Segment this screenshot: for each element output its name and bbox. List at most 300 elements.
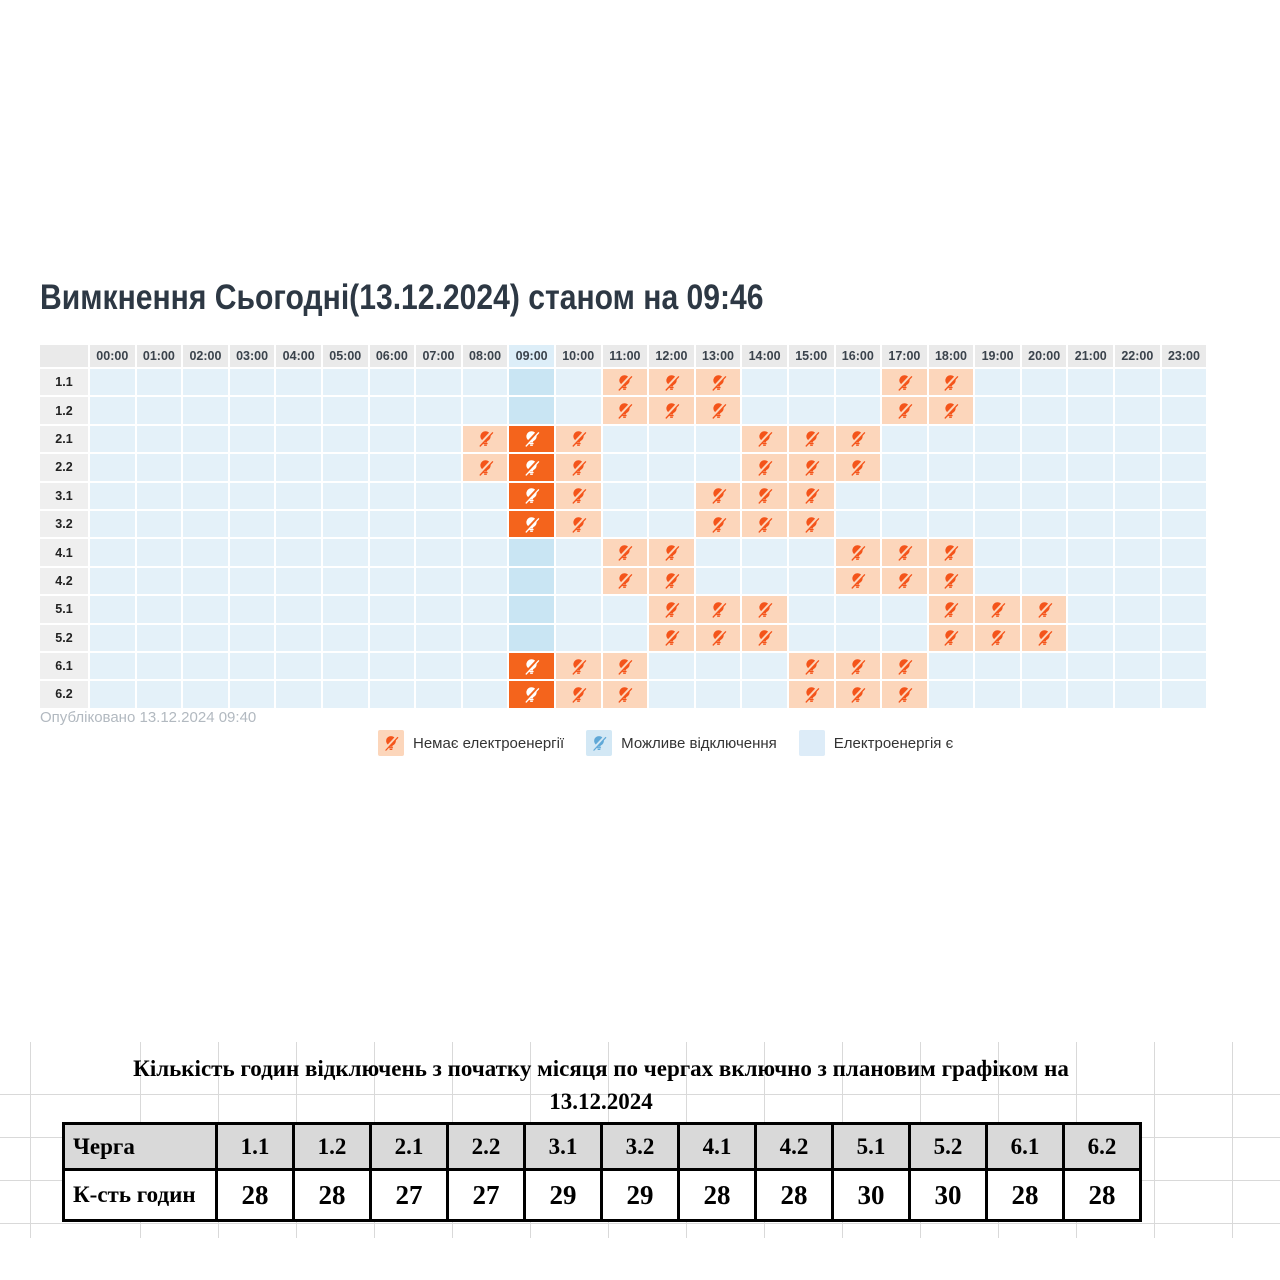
schedule-cell-6.1-12:00 bbox=[649, 653, 694, 679]
schedule-cell-4.1-01:00 bbox=[137, 539, 182, 565]
schedule-cell-3.1-18:00 bbox=[929, 483, 974, 509]
schedule-cell-3.1-21:00 bbox=[1068, 483, 1113, 509]
schedule-cell-6.1-07:00 bbox=[416, 653, 461, 679]
legend-item-possible bbox=[586, 730, 777, 756]
hours-value-cell: 27 bbox=[371, 1170, 448, 1221]
schedule-cell-1.2-03:00 bbox=[230, 397, 275, 423]
schedule-cell-2.1-19:00 bbox=[975, 426, 1020, 452]
no-power-icon bbox=[662, 571, 681, 590]
schedule-cell-3.2-11:00 bbox=[603, 511, 648, 537]
schedule-cell-5.2-14:00 bbox=[742, 625, 787, 651]
schedule-cell-6.2-02:00 bbox=[183, 681, 228, 707]
schedule-cell-4.1-13:00 bbox=[696, 539, 741, 565]
schedule-cell-4.1-19:00 bbox=[975, 539, 1020, 565]
no-power-icon bbox=[615, 401, 634, 420]
schedule-cell-1.1-11:00 bbox=[603, 369, 648, 395]
schedule-cell-2.2-12:00 bbox=[649, 454, 694, 480]
queue-column-header: 1.1 bbox=[217, 1124, 294, 1170]
schedule-cell-2.1-09:00 bbox=[509, 426, 554, 452]
schedule-cell-4.2-14:00 bbox=[742, 568, 787, 594]
hour-header: 04:00 bbox=[276, 345, 321, 367]
schedule-cell-2.2-23:00 bbox=[1162, 454, 1207, 480]
schedule-cell-5.2-22:00 bbox=[1115, 625, 1160, 651]
hour-header: 00:00 bbox=[90, 345, 135, 367]
schedule-cell-2.2-02:00 bbox=[183, 454, 228, 480]
schedule-cell-2.1-03:00 bbox=[230, 426, 275, 452]
schedule-cell-3.1-02:00 bbox=[183, 483, 228, 509]
schedule-cell-3.1-23:00 bbox=[1162, 483, 1207, 509]
schedule-cell-6.1-06:00 bbox=[370, 653, 415, 679]
schedule-cell-4.1-20:00 bbox=[1022, 539, 1067, 565]
schedule-cell-3.2-02:00 bbox=[183, 511, 228, 537]
no-power-icon bbox=[802, 486, 821, 505]
schedule-cell-4.1-17:00 bbox=[882, 539, 927, 565]
no-power-icon bbox=[662, 401, 681, 420]
schedule-cell-5.2-18:00 bbox=[929, 625, 974, 651]
schedule-cell-4.2-23:00 bbox=[1162, 568, 1207, 594]
schedule-cell-5.1-03:00 bbox=[230, 596, 275, 622]
schedule-cell-1.2-14:00 bbox=[742, 397, 787, 423]
schedule-cell-3.1-17:00 bbox=[882, 483, 927, 509]
schedule-cell-5.2-10:00 bbox=[556, 625, 601, 651]
summary-title: Кількість годин відключень з початку місяця по чергах включно з плановим графіком на bbox=[133, 1056, 1069, 1081]
schedule-cell-2.2-15:00 bbox=[789, 454, 834, 480]
schedule-cell-6.2-05:00 bbox=[323, 681, 368, 707]
schedule-cell-1.2-22:00 bbox=[1115, 397, 1160, 423]
queue-label: 3.1 bbox=[40, 483, 88, 509]
hour-header: 14:00 bbox=[742, 345, 787, 367]
schedule-cell-1.1-20:00 bbox=[1022, 369, 1067, 395]
no-power-icon bbox=[895, 685, 914, 704]
legend bbox=[378, 730, 953, 756]
schedule-cell-3.1-09:00 bbox=[509, 483, 554, 509]
schedule-cell-4.1-18:00 bbox=[929, 539, 974, 565]
schedule-cell-3.2-16:00 bbox=[836, 511, 881, 537]
no-power-icon bbox=[988, 600, 1007, 619]
schedule-cell-1.2-20:00 bbox=[1022, 397, 1067, 423]
no-power-icon bbox=[615, 685, 634, 704]
schedule-cell-3.1-05:00 bbox=[323, 483, 368, 509]
schedule-cell-2.1-23:00 bbox=[1162, 426, 1207, 452]
schedule-cell-6.2-01:00 bbox=[137, 681, 182, 707]
no-power-icon bbox=[709, 515, 728, 534]
schedule-cell-3.1-19:00 bbox=[975, 483, 1020, 509]
schedule-cell-6.1-21:00 bbox=[1068, 653, 1113, 679]
hours-value-cell: 28 bbox=[294, 1170, 371, 1221]
schedule-cell-2.2-00:00 bbox=[90, 454, 135, 480]
no-power-icon bbox=[569, 657, 588, 676]
schedule-cell-4.2-19:00 bbox=[975, 568, 1020, 594]
schedule-cell-2.1-00:00 bbox=[90, 426, 135, 452]
schedule-cell-3.1-16:00 bbox=[836, 483, 881, 509]
schedule-cell-6.1-22:00 bbox=[1115, 653, 1160, 679]
schedule-cell-1.2-11:00 bbox=[603, 397, 648, 423]
schedule-cell-3.2-15:00 bbox=[789, 511, 834, 537]
no-power-icon bbox=[382, 734, 400, 752]
schedule-cell-4.2-22:00 bbox=[1115, 568, 1160, 594]
legend-item-power bbox=[799, 730, 953, 756]
schedule-cell-5.1-21:00 bbox=[1068, 596, 1113, 622]
schedule-cell-2.2-21:00 bbox=[1068, 454, 1113, 480]
queue-label: 2.2 bbox=[40, 454, 88, 480]
schedule-cell-1.1-08:00 bbox=[463, 369, 508, 395]
schedule-cell-4.2-07:00 bbox=[416, 568, 461, 594]
schedule-cell-5.1-22:00 bbox=[1115, 596, 1160, 622]
schedule-cell-1.1-14:00 bbox=[742, 369, 787, 395]
schedule-cell-5.1-16:00 bbox=[836, 596, 881, 622]
no-power-icon bbox=[522, 657, 541, 676]
schedule-cell-2.2-11:00 bbox=[603, 454, 648, 480]
schedule-cell-1.1-12:00 bbox=[649, 369, 694, 395]
schedule-cell-1.2-23:00 bbox=[1162, 397, 1207, 423]
schedule-cell-2.2-05:00 bbox=[323, 454, 368, 480]
schedule-cell-5.1-10:00 bbox=[556, 596, 601, 622]
summary-title-date: 13.12.2024 bbox=[549, 1089, 653, 1114]
no-power-icon bbox=[802, 429, 821, 448]
schedule-cell-1.2-09:00 bbox=[509, 397, 554, 423]
schedule-cell-4.2-03:00 bbox=[230, 568, 275, 594]
schedule-cell-3.1-06:00 bbox=[370, 483, 415, 509]
schedule-cell-4.2-01:00 bbox=[137, 568, 182, 594]
no-power-icon bbox=[709, 401, 728, 420]
hour-header: 07:00 bbox=[416, 345, 461, 367]
no-power-icon bbox=[802, 458, 821, 477]
schedule-cell-1.1-09:00 bbox=[509, 369, 554, 395]
schedule-cell-4.1-04:00 bbox=[276, 539, 321, 565]
schedule-cell-5.1-04:00 bbox=[276, 596, 321, 622]
schedule-cell-6.2-07:00 bbox=[416, 681, 461, 707]
schedule-cell-5.2-05:00 bbox=[323, 625, 368, 651]
no-power-icon bbox=[848, 657, 867, 676]
summary-table bbox=[62, 1122, 1142, 1222]
schedule-cell-5.2-09:00 bbox=[509, 625, 554, 651]
schedule-cell-5.2-06:00 bbox=[370, 625, 415, 651]
schedule-cell-3.1-12:00 bbox=[649, 483, 694, 509]
schedule-cell-6.2-17:00 bbox=[882, 681, 927, 707]
no-power-icon bbox=[522, 429, 541, 448]
no-power-icon bbox=[755, 458, 774, 477]
schedule-cell-6.2-09:00 bbox=[509, 681, 554, 707]
queue-column-header: 3.1 bbox=[525, 1124, 602, 1170]
no-power-icon bbox=[615, 571, 634, 590]
schedule-cell-5.2-00:00 bbox=[90, 625, 135, 651]
hour-header: 11:00 bbox=[603, 345, 648, 367]
schedule-cell-3.2-20:00 bbox=[1022, 511, 1067, 537]
schedule-cell-5.1-13:00 bbox=[696, 596, 741, 622]
schedule-cell-3.1-04:00 bbox=[276, 483, 321, 509]
no-power-icon bbox=[1035, 628, 1054, 647]
schedule-cell-6.1-19:00 bbox=[975, 653, 1020, 679]
schedule-cell-5.1-02:00 bbox=[183, 596, 228, 622]
schedule-cell-3.2-14:00 bbox=[742, 511, 787, 537]
schedule-cell-5.2-12:00 bbox=[649, 625, 694, 651]
schedule-cell-3.2-01:00 bbox=[137, 511, 182, 537]
queue-column-header: 4.1 bbox=[679, 1124, 756, 1170]
no-power-icon bbox=[755, 515, 774, 534]
queue-label: 5.1 bbox=[40, 596, 88, 622]
schedule-cell-5.2-01:00 bbox=[137, 625, 182, 651]
schedule-cell-4.2-13:00 bbox=[696, 568, 741, 594]
hour-header: 20:00 bbox=[1022, 345, 1067, 367]
schedule-cell-5.2-11:00 bbox=[603, 625, 648, 651]
schedule-cell-1.1-16:00 bbox=[836, 369, 881, 395]
schedule-cell-1.2-06:00 bbox=[370, 397, 415, 423]
no-power-icon bbox=[848, 429, 867, 448]
queue-column-header: 5.1 bbox=[833, 1124, 910, 1170]
no-power-icon bbox=[615, 543, 634, 562]
schedule-cell-3.1-00:00 bbox=[90, 483, 135, 509]
schedule-cell-5.1-19:00 bbox=[975, 596, 1020, 622]
no-power-icon bbox=[848, 543, 867, 562]
schedule-cell-6.2-16:00 bbox=[836, 681, 881, 707]
no-power-icon bbox=[1035, 600, 1054, 619]
queue-column-header: 3.2 bbox=[602, 1124, 679, 1170]
no-power-icon bbox=[941, 543, 960, 562]
schedule-cell-1.2-16:00 bbox=[836, 397, 881, 423]
hour-header: 09:00 bbox=[509, 345, 554, 367]
schedule-cell-5.1-18:00 bbox=[929, 596, 974, 622]
schedule-cell-4.2-11:00 bbox=[603, 568, 648, 594]
hours-value-cell: 28 bbox=[217, 1170, 294, 1221]
no-power-icon bbox=[941, 600, 960, 619]
schedule-cell-3.2-17:00 bbox=[882, 511, 927, 537]
no-power-icon bbox=[988, 628, 1007, 647]
hour-header: 08:00 bbox=[463, 345, 508, 367]
schedule-cell-5.1-15:00 bbox=[789, 596, 834, 622]
schedule-cell-1.2-04:00 bbox=[276, 397, 321, 423]
no-power-icon bbox=[802, 657, 821, 676]
schedule-cell-2.2-03:00 bbox=[230, 454, 275, 480]
hour-header: 01:00 bbox=[137, 345, 182, 367]
hour-header: 02:00 bbox=[183, 345, 228, 367]
no-power-icon bbox=[895, 373, 914, 392]
schedule-cell-2.1-12:00 bbox=[649, 426, 694, 452]
no-power-icon bbox=[662, 600, 681, 619]
schedule-cell-5.2-15:00 bbox=[789, 625, 834, 651]
schedule-cell-1.2-12:00 bbox=[649, 397, 694, 423]
schedule-cell-4.2-21:00 bbox=[1068, 568, 1113, 594]
schedule-cell-4.1-15:00 bbox=[789, 539, 834, 565]
no-power-icon bbox=[569, 515, 588, 534]
no-power-icon bbox=[569, 429, 588, 448]
grid-corner bbox=[40, 345, 88, 367]
schedule-cell-3.2-04:00 bbox=[276, 511, 321, 537]
queue-label: 1.1 bbox=[40, 369, 88, 395]
hour-header: 05:00 bbox=[323, 345, 368, 367]
schedule-cell-2.1-14:00 bbox=[742, 426, 787, 452]
schedule-cell-6.1-13:00 bbox=[696, 653, 741, 679]
queue-label: 3.2 bbox=[40, 511, 88, 537]
schedule-cell-1.2-15:00 bbox=[789, 397, 834, 423]
schedule-cell-6.1-17:00 bbox=[882, 653, 927, 679]
legend-label: Можливе відключення bbox=[621, 734, 777, 752]
hours-row bbox=[64, 1170, 1141, 1221]
queue-column-header: 2.2 bbox=[448, 1124, 525, 1170]
queue-label: 4.2 bbox=[40, 568, 88, 594]
schedule-cell-3.1-11:00 bbox=[603, 483, 648, 509]
schedule-cell-4.1-08:00 bbox=[463, 539, 508, 565]
queue-header-label: Черга bbox=[64, 1124, 217, 1170]
no-power-icon bbox=[848, 685, 867, 704]
published-timestamp: Опубліковано 13.12.2024 09:40 bbox=[40, 709, 257, 726]
schedule-cell-4.2-10:00 bbox=[556, 568, 601, 594]
no-power-icon bbox=[755, 628, 774, 647]
no-power-icon bbox=[709, 486, 728, 505]
queue-column-header: 1.2 bbox=[294, 1124, 371, 1170]
schedule-cell-6.2-18:00 bbox=[929, 681, 974, 707]
hour-header: 21:00 bbox=[1068, 345, 1113, 367]
schedule-cell-6.1-23:00 bbox=[1162, 653, 1207, 679]
schedule-cell-3.2-18:00 bbox=[929, 511, 974, 537]
schedule-cell-6.2-13:00 bbox=[696, 681, 741, 707]
no-power-icon bbox=[709, 600, 728, 619]
schedule-cell-1.2-05:00 bbox=[323, 397, 368, 423]
schedule-cell-1.2-07:00 bbox=[416, 397, 461, 423]
no-power-icon bbox=[895, 401, 914, 420]
schedule-cell-1.1-01:00 bbox=[137, 369, 182, 395]
schedule-cell-2.1-21:00 bbox=[1068, 426, 1113, 452]
schedule-cell-5.1-08:00 bbox=[463, 596, 508, 622]
schedule-cell-3.1-13:00 bbox=[696, 483, 741, 509]
schedule-cell-1.1-22:00 bbox=[1115, 369, 1160, 395]
schedule-cell-1.1-00:00 bbox=[90, 369, 135, 395]
schedule-cell-2.2-01:00 bbox=[137, 454, 182, 480]
schedule-cell-5.2-17:00 bbox=[882, 625, 927, 651]
legend-swatch-outage bbox=[378, 730, 404, 756]
hour-header: 12:00 bbox=[649, 345, 694, 367]
schedule-cell-4.1-23:00 bbox=[1162, 539, 1207, 565]
schedule-cell-4.2-20:00 bbox=[1022, 568, 1067, 594]
schedule-cell-2.1-06:00 bbox=[370, 426, 415, 452]
schedule-cell-6.1-04:00 bbox=[276, 653, 321, 679]
schedule-cell-4.2-05:00 bbox=[323, 568, 368, 594]
schedule-cell-2.2-04:00 bbox=[276, 454, 321, 480]
schedule-cell-4.1-07:00 bbox=[416, 539, 461, 565]
hours-value-cell: 28 bbox=[756, 1170, 833, 1221]
schedule-cell-6.1-10:00 bbox=[556, 653, 601, 679]
schedule-cell-3.1-10:00 bbox=[556, 483, 601, 509]
schedule-cell-4.1-09:00 bbox=[509, 539, 554, 565]
schedule-cell-1.1-13:00 bbox=[696, 369, 741, 395]
hours-value-cell: 28 bbox=[679, 1170, 756, 1221]
no-power-icon bbox=[895, 657, 914, 676]
no-power-icon bbox=[709, 373, 728, 392]
no-power-icon bbox=[941, 373, 960, 392]
schedule-cell-2.1-20:00 bbox=[1022, 426, 1067, 452]
queue-column-header: 6.2 bbox=[1064, 1124, 1141, 1170]
schedule-cell-3.2-09:00 bbox=[509, 511, 554, 537]
schedule-cell-1.1-21:00 bbox=[1068, 369, 1113, 395]
schedule-cell-6.2-00:00 bbox=[90, 681, 135, 707]
page-title: Вимкнення Сьогодні(13.12.2024) станом на 09:46 bbox=[40, 278, 764, 317]
schedule-cell-4.2-18:00 bbox=[929, 568, 974, 594]
schedule-cell-1.2-10:00 bbox=[556, 397, 601, 423]
hour-header: 03:00 bbox=[230, 345, 275, 367]
schedule-cell-5.2-02:00 bbox=[183, 625, 228, 651]
no-power-icon bbox=[755, 429, 774, 448]
legend-swatch-possible bbox=[586, 730, 612, 756]
schedule-cell-3.2-23:00 bbox=[1162, 511, 1207, 537]
no-power-icon bbox=[615, 657, 634, 676]
schedule-cell-3.2-12:00 bbox=[649, 511, 694, 537]
schedule-cell-6.1-02:00 bbox=[183, 653, 228, 679]
schedule-cell-2.2-22:00 bbox=[1115, 454, 1160, 480]
schedule-cell-6.2-11:00 bbox=[603, 681, 648, 707]
schedule-cell-1.2-13:00 bbox=[696, 397, 741, 423]
hours-value-cell: 28 bbox=[1064, 1170, 1141, 1221]
schedule-cell-2.1-22:00 bbox=[1115, 426, 1160, 452]
schedule-cell-6.2-23:00 bbox=[1162, 681, 1207, 707]
schedule-cell-5.1-20:00 bbox=[1022, 596, 1067, 622]
schedule-cell-1.2-19:00 bbox=[975, 397, 1020, 423]
hour-header: 06:00 bbox=[370, 345, 415, 367]
schedule-cell-2.2-06:00 bbox=[370, 454, 415, 480]
schedule-cell-6.2-06:00 bbox=[370, 681, 415, 707]
schedule-cell-4.1-21:00 bbox=[1068, 539, 1113, 565]
schedule-cell-2.2-09:00 bbox=[509, 454, 554, 480]
no-power-icon bbox=[755, 600, 774, 619]
schedule-cell-4.2-08:00 bbox=[463, 568, 508, 594]
schedule-cell-6.1-15:00 bbox=[789, 653, 834, 679]
schedule-cell-3.2-03:00 bbox=[230, 511, 275, 537]
schedule-cell-1.1-19:00 bbox=[975, 369, 1020, 395]
no-power-icon bbox=[941, 401, 960, 420]
schedule-cell-1.2-00:00 bbox=[90, 397, 135, 423]
schedule-cell-6.1-00:00 bbox=[90, 653, 135, 679]
schedule-cell-5.1-01:00 bbox=[137, 596, 182, 622]
schedule-cell-2.1-17:00 bbox=[882, 426, 927, 452]
schedule-cell-6.1-08:00 bbox=[463, 653, 508, 679]
schedule-cell-2.1-10:00 bbox=[556, 426, 601, 452]
schedule-cell-2.2-16:00 bbox=[836, 454, 881, 480]
queue-column-header: 5.2 bbox=[910, 1124, 987, 1170]
schedule-cell-6.1-09:00 bbox=[509, 653, 554, 679]
schedule-cell-3.1-07:00 bbox=[416, 483, 461, 509]
queue-column-header: 4.2 bbox=[756, 1124, 833, 1170]
schedule-cell-2.1-01:00 bbox=[137, 426, 182, 452]
schedule-cell-5.1-00:00 bbox=[90, 596, 135, 622]
schedule-cell-2.1-08:00 bbox=[463, 426, 508, 452]
schedule-cell-3.2-05:00 bbox=[323, 511, 368, 537]
schedule-cell-6.2-12:00 bbox=[649, 681, 694, 707]
schedule-cell-1.1-06:00 bbox=[370, 369, 415, 395]
schedule-cell-1.1-07:00 bbox=[416, 369, 461, 395]
schedule-cell-1.2-18:00 bbox=[929, 397, 974, 423]
schedule-cell-6.1-05:00 bbox=[323, 653, 368, 679]
schedule-cell-2.2-19:00 bbox=[975, 454, 1020, 480]
no-power-icon bbox=[755, 486, 774, 505]
schedule-cell-6.1-01:00 bbox=[137, 653, 182, 679]
queue-label: 5.2 bbox=[40, 625, 88, 651]
schedule-cell-5.1-17:00 bbox=[882, 596, 927, 622]
queues-header-row bbox=[64, 1124, 1141, 1170]
schedule-cell-6.1-14:00 bbox=[742, 653, 787, 679]
schedule-cell-3.1-14:00 bbox=[742, 483, 787, 509]
queue-label: 6.1 bbox=[40, 653, 88, 679]
schedule-cell-3.2-07:00 bbox=[416, 511, 461, 537]
schedule-cell-6.2-19:00 bbox=[975, 681, 1020, 707]
schedule-cell-5.2-04:00 bbox=[276, 625, 321, 651]
schedule-cell-2.2-18:00 bbox=[929, 454, 974, 480]
schedule-cell-6.2-14:00 bbox=[742, 681, 787, 707]
summary-block bbox=[62, 1052, 1140, 1222]
no-power-icon bbox=[590, 734, 608, 752]
hour-header: 17:00 bbox=[882, 345, 927, 367]
queue-label: 6.2 bbox=[40, 681, 88, 707]
schedule-cell-2.1-02:00 bbox=[183, 426, 228, 452]
schedule-cell-2.2-13:00 bbox=[696, 454, 741, 480]
schedule-cell-2.2-07:00 bbox=[416, 454, 461, 480]
